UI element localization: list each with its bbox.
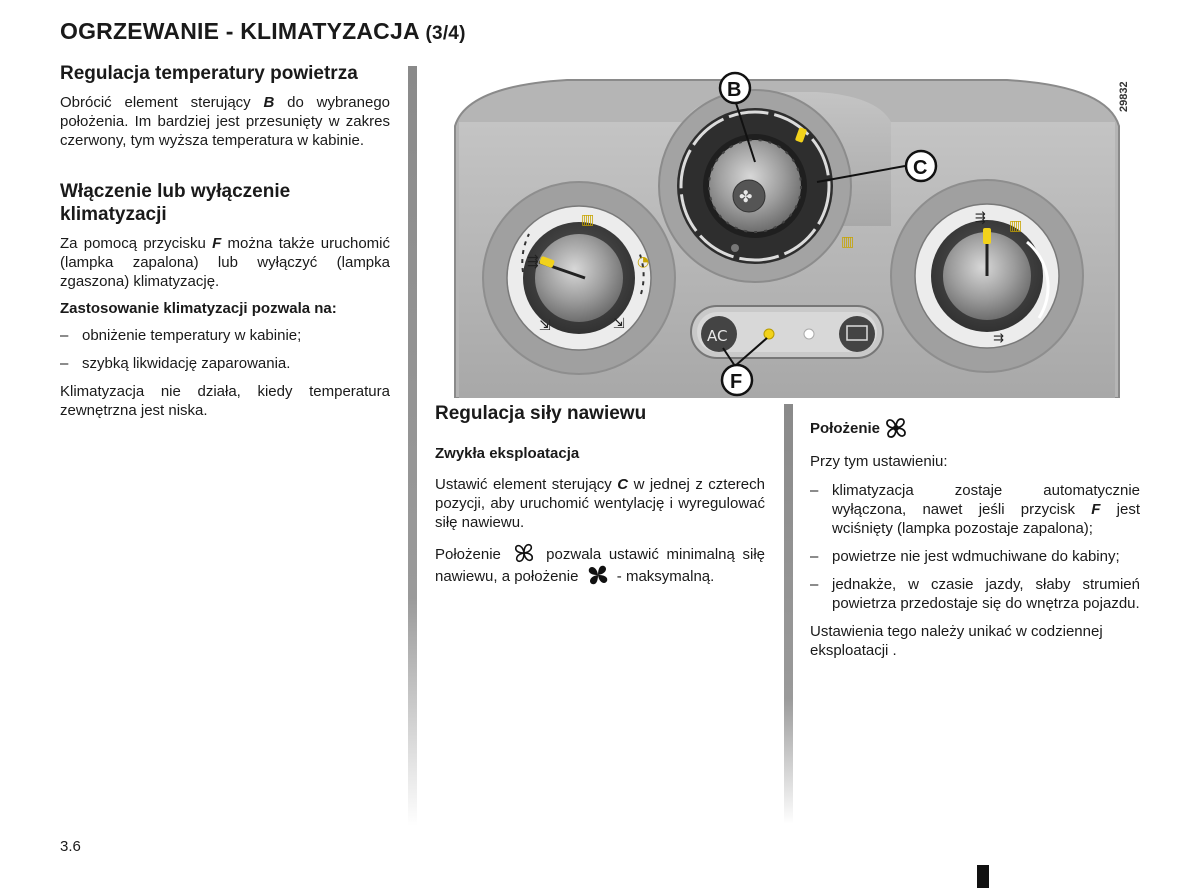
fan-off-icon xyxy=(884,416,908,440)
temperature-dial xyxy=(891,180,1083,372)
position-heading xyxy=(810,416,1140,440)
callout-b: B xyxy=(727,79,742,101)
air-distribution-dial xyxy=(483,182,675,374)
fan-positions-paragraph xyxy=(435,542,765,586)
fan-filled-icon xyxy=(587,564,609,586)
right-column xyxy=(810,416,1140,670)
position-list xyxy=(810,481,1140,613)
climate-panel-illustration xyxy=(427,66,1147,398)
svg-text:⇶: ⇶ xyxy=(527,254,539,270)
list-item: – obniżenie temperatury w kabinie; xyxy=(60,326,390,345)
svg-text:⇉: ⇉ xyxy=(993,331,1004,346)
text-span: można także uruchomić (lampka zapalona) lub wyłączyć (lampka zgaszona) klimatyzację. xyxy=(60,235,390,290)
text-span: klimatyzacja zostaje automatycznie wyłączona, nawet jeśli przycisk xyxy=(832,482,1140,518)
text-span: jest wciśnięty (lampka pozostaje zapalona); xyxy=(832,501,1140,537)
list-item: – powietrze nie jest wdmuchiwane do kabiny; xyxy=(810,547,1140,566)
section-title-temperature: Regulacja temperatury powietrza xyxy=(60,63,358,84)
normal-use-heading: Zwykła eksploatacja xyxy=(435,445,580,462)
text-span: Obrócić element sterujący xyxy=(60,94,264,111)
text-span: pozwala ustawić minimalną siłę nawiewu, a położenie xyxy=(435,546,765,585)
text-span: Położenie xyxy=(810,419,881,437)
fan-speed-dial xyxy=(659,90,854,282)
list-item xyxy=(810,481,1140,538)
page-edge-marker xyxy=(977,865,989,888)
control-letter: F xyxy=(212,235,222,252)
text-span: w jednej z czterech pozycji, aby uruchomić wentylację i wyregulować siłę nawiewu. xyxy=(435,476,765,531)
page-title-part: (3/4) xyxy=(425,23,466,44)
callout-c: C xyxy=(913,157,928,179)
svg-text:⇲: ⇲ xyxy=(613,316,625,332)
button-strip xyxy=(691,306,883,358)
ac-note: Klimatyzacja nie działa, kiedy temperatura zewnętrzna jest niska. xyxy=(60,383,390,419)
svg-text:▥: ▥ xyxy=(1009,218,1023,234)
text-span: Ustawić element sterujący xyxy=(435,476,618,493)
svg-text:◔: ◔ xyxy=(637,254,650,270)
text-span: Za pomocą przycisku xyxy=(60,235,213,252)
usage-heading: Zastosowanie klimatyzacji pozwala na: xyxy=(60,300,337,317)
page-number: 3.6 xyxy=(60,838,81,855)
text-span: - maksymalną. xyxy=(616,568,715,585)
fan-outline-icon xyxy=(513,542,535,564)
position-intro: Przy tym ustawieniu: xyxy=(810,453,948,470)
svg-text:⇲: ⇲ xyxy=(539,318,551,334)
list-item: – szybką likwidację zaparowania. xyxy=(60,354,390,373)
control-letter: B xyxy=(263,94,275,111)
usage-list xyxy=(60,326,390,373)
ac-paragraph xyxy=(60,234,390,291)
middle-column xyxy=(435,402,765,596)
section-title-fan: Regulacja siły nawiewu xyxy=(435,403,647,424)
page-title xyxy=(60,18,466,45)
page-title-text: OGRZEWANIE - KLIMATYZACJA xyxy=(60,18,419,44)
control-letter: C xyxy=(617,476,629,493)
column-divider-bar xyxy=(784,404,793,824)
svg-text:▥: ▥ xyxy=(581,212,595,228)
column-divider-bar xyxy=(408,66,417,826)
fan-paragraph xyxy=(435,475,765,532)
figure-number: 29832 xyxy=(1118,81,1130,112)
text-span: do wybranego położenia. Im bardziej jest przesunięty w zakres czerwony, tym wyższa temperatura w kabinie. xyxy=(60,94,390,149)
svg-text:✤: ✤ xyxy=(739,187,753,206)
left-column xyxy=(60,62,390,420)
control-letter: F xyxy=(1091,501,1101,518)
list-item: – jednakże, w czasie jazdy, słaby strumień powietrza przedostaje się do wnętrza pojazdu. xyxy=(810,575,1140,613)
svg-text:▥: ▥ xyxy=(841,234,855,250)
svg-text:⇶: ⇶ xyxy=(975,211,986,226)
ac-button-label: AC xyxy=(707,327,728,345)
callout-f: F xyxy=(730,371,743,393)
position-outro: Ustawienia tego należy unikać w codziennej eksploatacji . xyxy=(810,623,1103,659)
text-span: Położenie xyxy=(435,546,501,563)
section-title-ac: Włączenie lub wyłączenie klimatyzacji xyxy=(60,181,291,225)
temperature-paragraph xyxy=(60,93,390,150)
